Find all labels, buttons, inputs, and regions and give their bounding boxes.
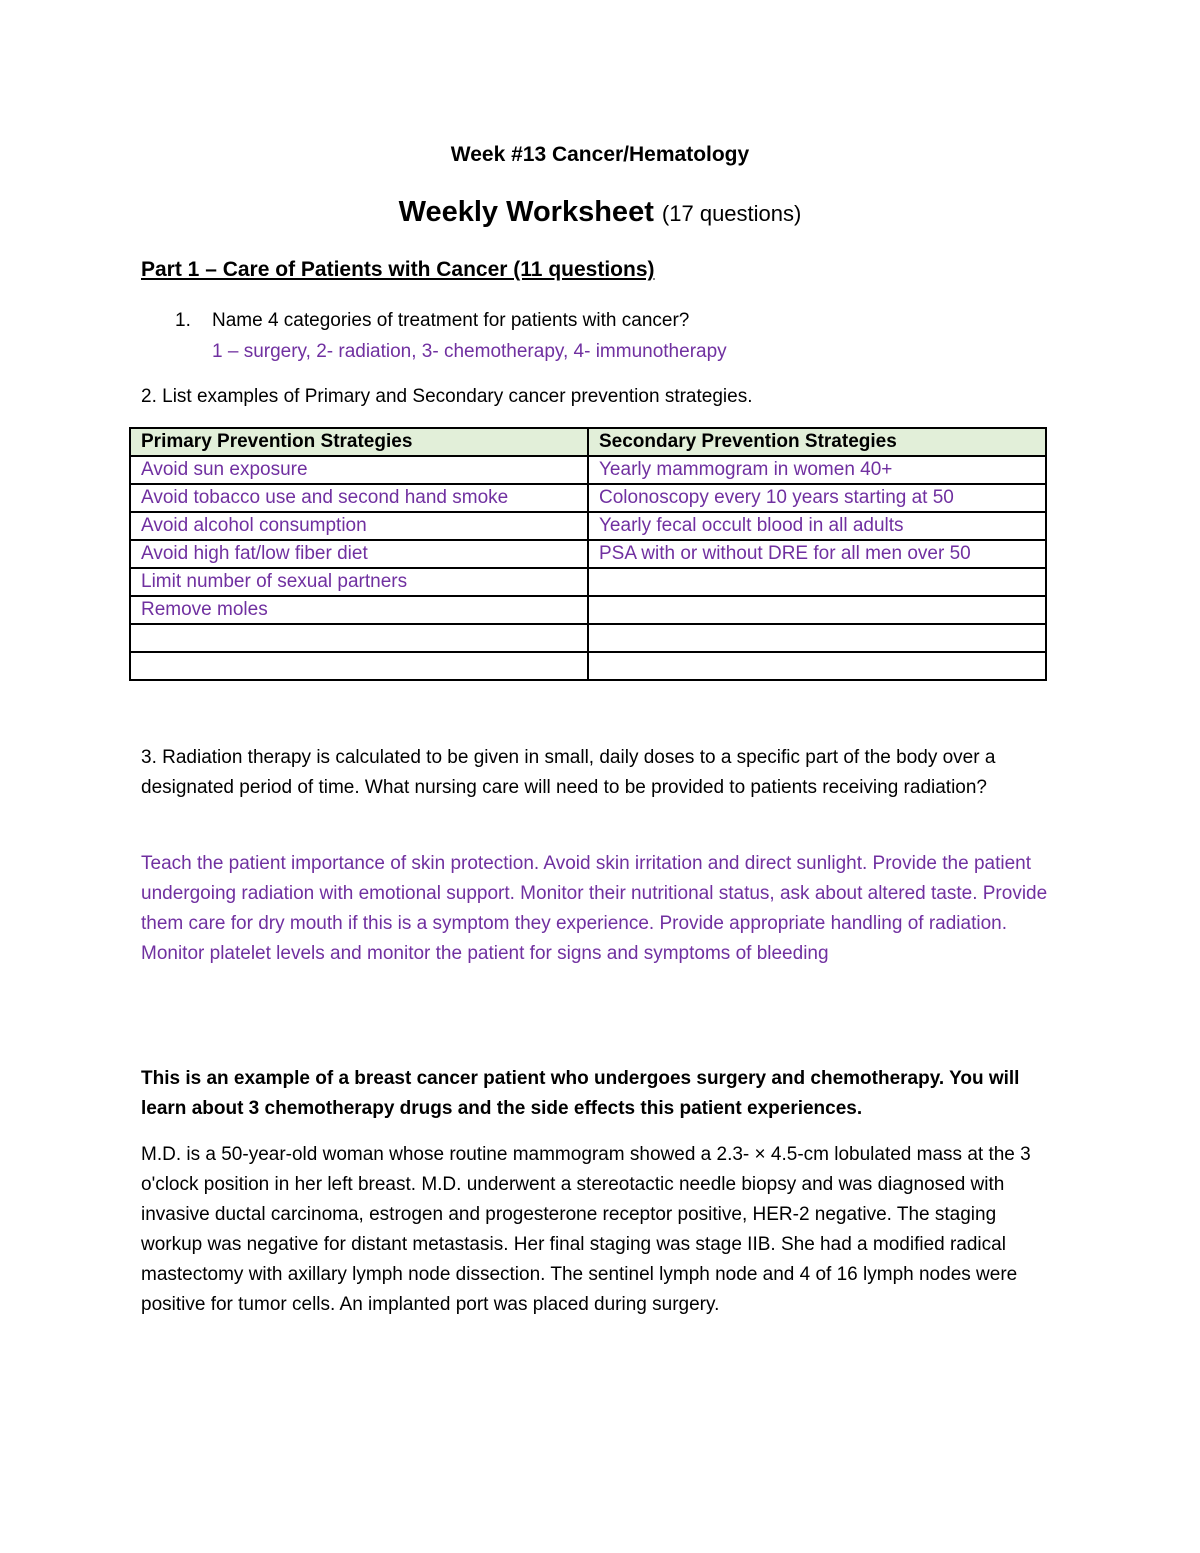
worksheet-title-main: Weekly Worksheet [398,196,654,228]
primary-strategy-cell [130,652,588,680]
table-row [130,540,1046,568]
worksheet-title [0,196,1200,229]
table-row [130,596,1046,624]
table-row [130,624,1046,652]
secondary-prevention-header: Secondary Prevention Strategies [588,428,1046,456]
question-3-text: 3. Radiation therapy is calculated to be given in small, daily doses to a specific part of the body over a designated period of time. What nursing care will need to be provided to patients receiving radiation? [141,747,996,798]
table-row [130,652,1046,680]
primary-strategy-cell [130,624,588,652]
table-header-row [130,428,1046,456]
table-row [130,512,1046,540]
table-row [130,456,1046,484]
primary-strategy-cell: Remove moles [130,596,588,624]
secondary-strategy-cell: Yearly fecal occult blood in all adults [588,512,1046,540]
secondary-strategy-cell: Colonoscopy every 10 years starting at 50 [588,484,1046,512]
prevention-strategies-table [129,427,1047,681]
question-3-answer: Teach the patient importance of skin protection. Avoid skin irritation and direct sunlight. Provide the patient undergoing radiation with emotional support. Monitor their nutritional status, ask about altered taste. Provide them care for dry mouth if this is a symptom they experience. Provide appropriate handling of radiation. Monitor platelet levels and monitor the patient for signs and symptoms of bleeding [141,853,1048,964]
secondary-strategy-cell [588,596,1046,624]
primary-strategy-cell: Limit number of sexual partners [130,568,588,596]
question-1-number: 1. [175,310,191,331]
primary-strategy-cell: Avoid sun exposure [130,456,588,484]
part1-heading: Part 1 – Care of Patients with Cancer (11 questions) [141,258,655,281]
primary-strategy-cell: Avoid high fat/low fiber diet [130,540,588,568]
table-row [130,484,1046,512]
primary-prevention-header: Primary Prevention Strategies [130,428,588,456]
question-2-text: 2. List examples of Primary and Secondary cancer prevention strategies. [141,386,753,407]
question-1-text: Name 4 categories of treatment for patients with cancer? [212,310,690,331]
question-1-answer: 1 – surgery, 2- radiation, 3- chemotherapy, 4- immunotherapy [212,341,727,362]
secondary-strategy-cell [588,568,1046,596]
secondary-strategy-cell: Yearly mammogram in women 40+ [588,456,1046,484]
secondary-strategy-cell [588,624,1046,652]
question-1 [175,306,689,336]
primary-strategy-cell: Avoid alcohol consumption [130,512,588,540]
case-study-text: M.D. is a 50-year-old woman whose routine mammogram showed a 2.3- × 4.5-cm lobulated mass at the 3 o'clock position in her left breast. M.D. underwent a stereotactic needle biopsy and was diagnosed with invasive ductal carcinoma, estrogen and progesterone receptor positive, HER-2 negative. The staging workup was negative for distant metastasis. Her final staging was stage IIB. She had a modified radical mastectomy with axillary lymph node dissection. The sentinel lymph node and 4 of 16 lymph nodes were positive for tumor cells. An implanted port was placed during surgery. [141,1144,1031,1315]
week-title: Week #13 Cancer/Hematology [450,143,750,166]
secondary-strategy-cell [588,652,1046,680]
case-study-intro: This is an example of a breast cancer patient who undergoes surgery and chemotherapy. You will learn about 3 chemotherapy drugs and the side effects this patient experiences. [141,1068,1020,1119]
worksheet-title-count: (17 questions) [661,201,802,226]
secondary-strategy-cell: PSA with or without DRE for all men over 50 [588,540,1046,568]
primary-strategy-cell: Avoid tobacco use and second hand smoke [130,484,588,512]
table-row [130,568,1046,596]
